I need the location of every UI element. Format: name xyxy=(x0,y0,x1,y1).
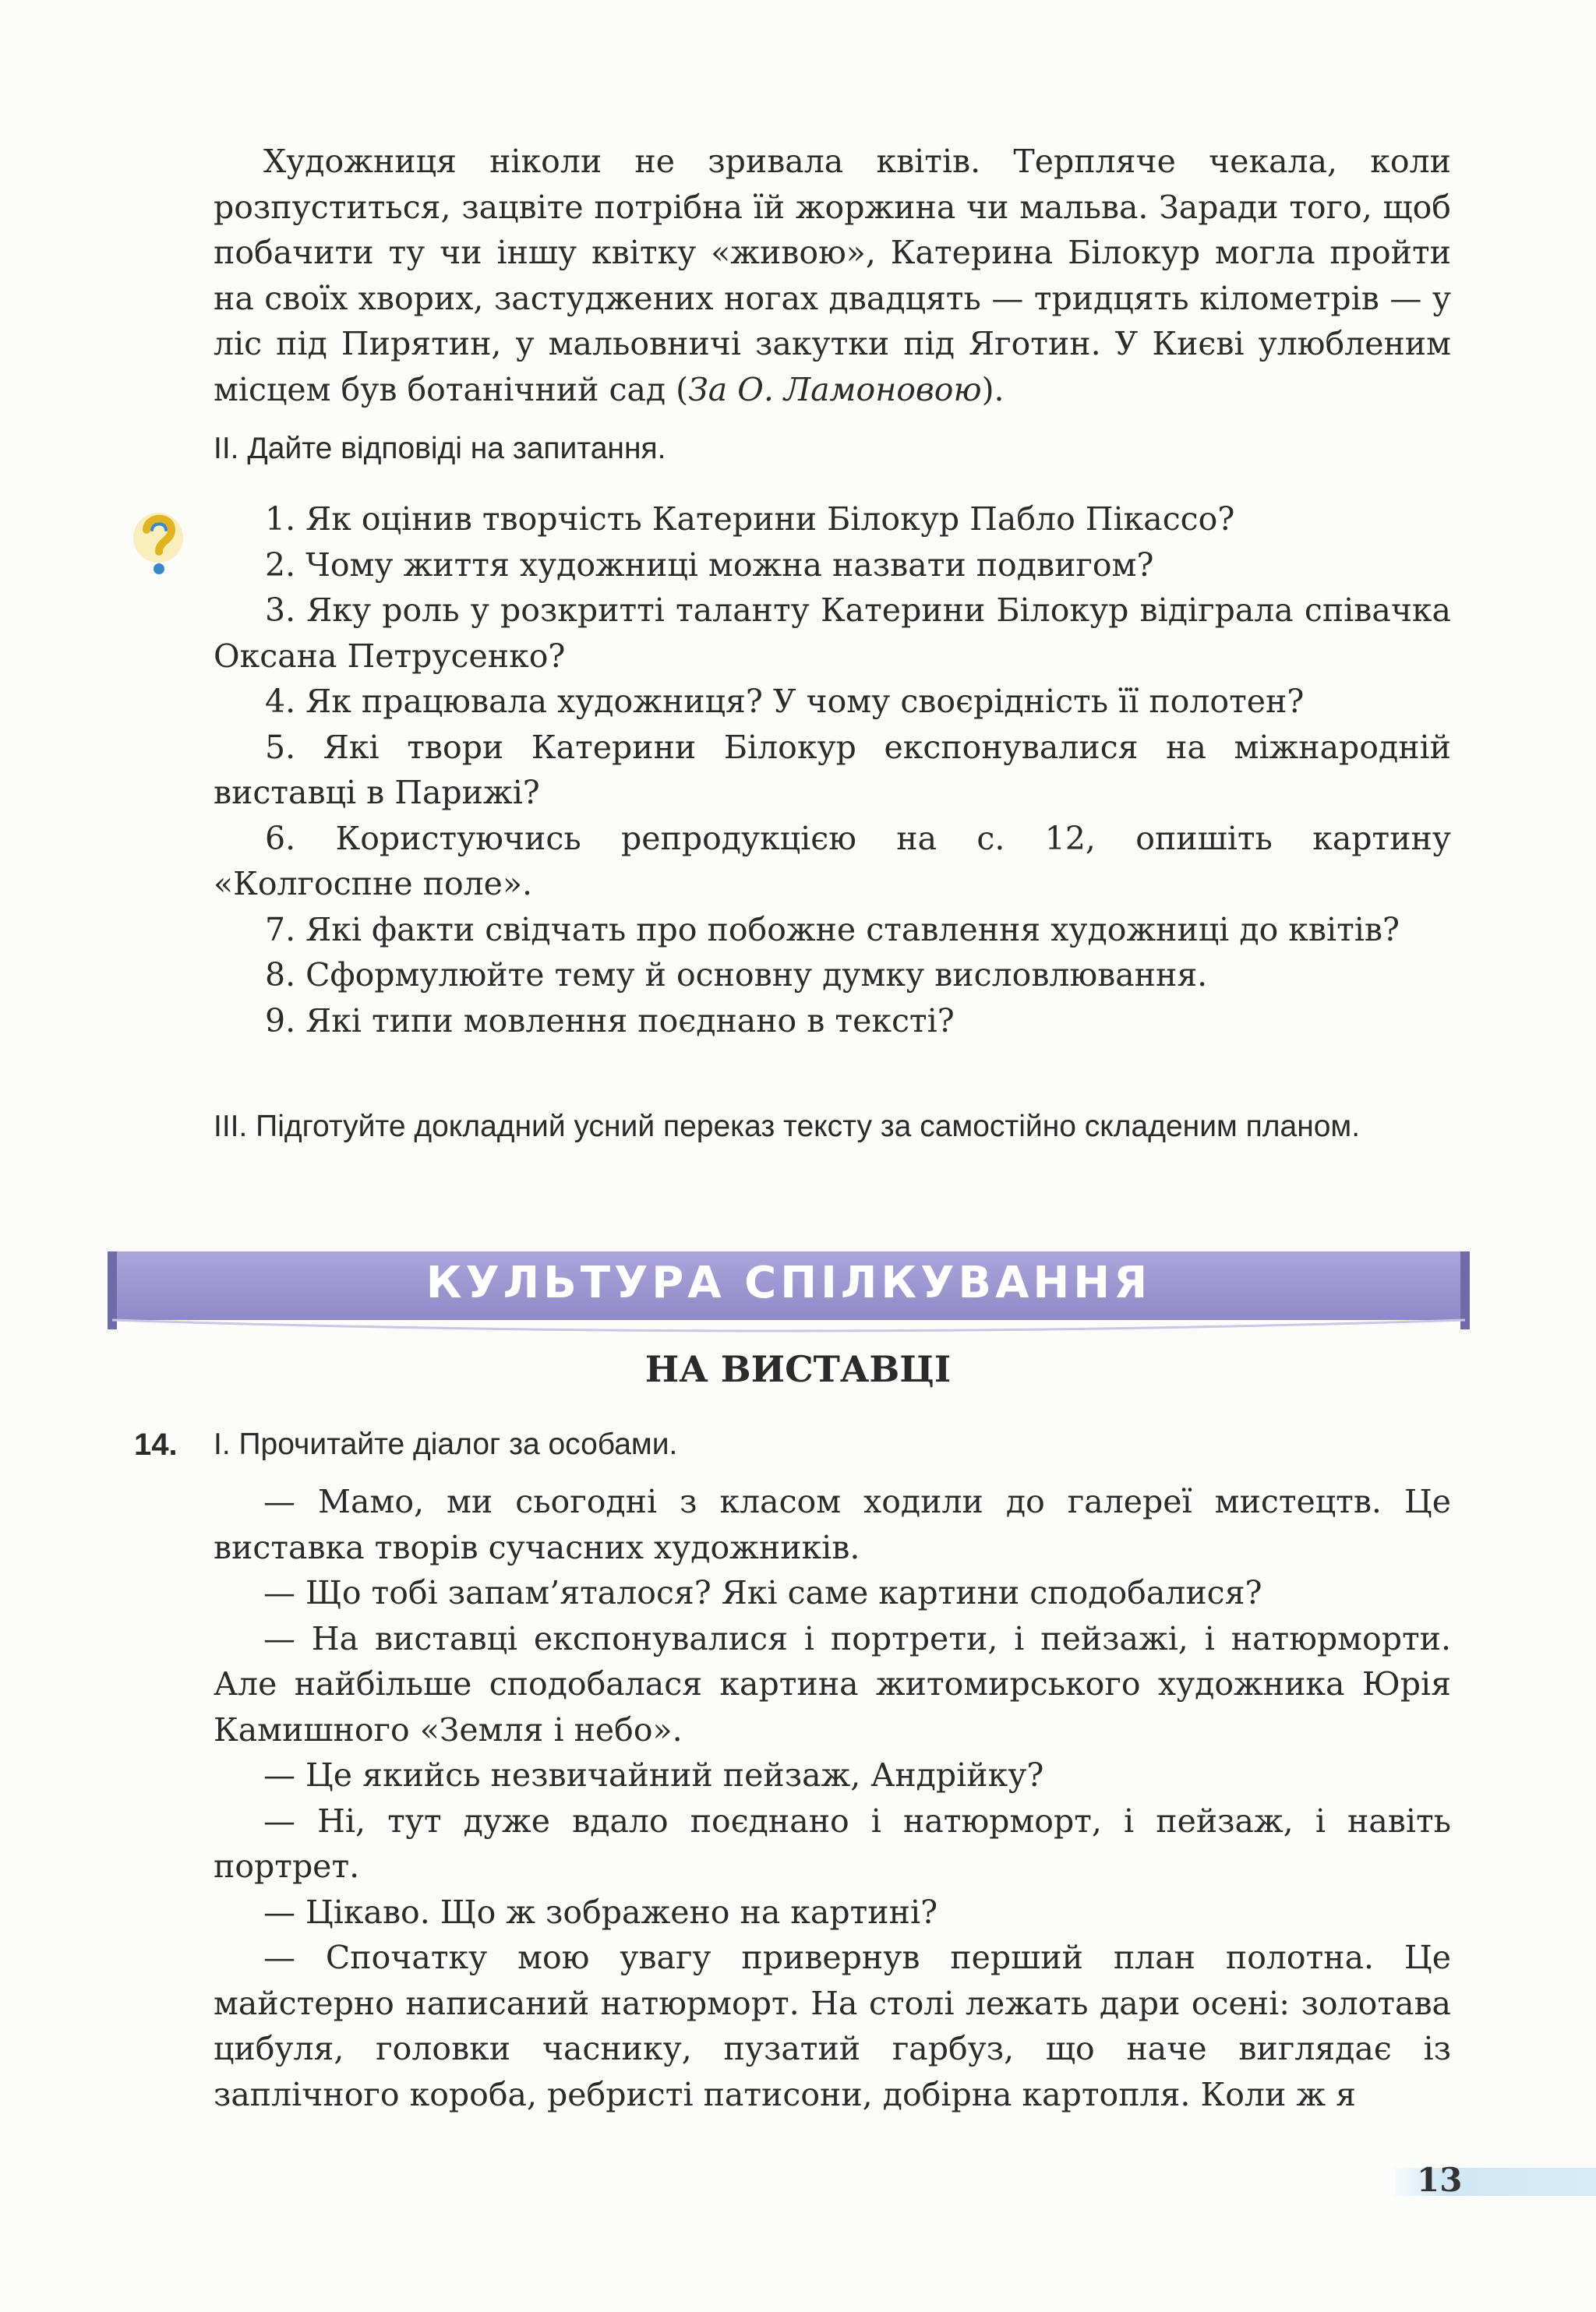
dialog-line: — Що тобі запам’яталося? Які саме картини сподобалися? xyxy=(263,1574,1262,1611)
dialog-line: — Спочатку мою увагу привернув перший план полотна. Це майстерно написаний натюрморт. На столі лежать дари осені: золотава цибуля, головки часнику, пузатий гарбуз, що наче виглядає із заплічного короба, ребристі патисони, добірна картопля. Коли ж я xyxy=(214,1939,1451,2113)
question-item: 2. Чому життя художниці можна назвати подвигом? xyxy=(265,545,1154,584)
question-item: 1. Як оцінив творчість Катерини Білокур Пабло Пікассо? xyxy=(265,500,1235,538)
task-3-instruction xyxy=(214,1107,1451,1147)
dialog-line: — На виставці експонувалися і портрети, і пейзажі, і натюрморти. Але найбільше сподобалася картина житомирського художника Юрія Камишного «Земля і небо». xyxy=(214,1619,1451,1749)
dialog-line: — Ні, тут дуже вдало поєднано і натюрморт, і пейзаж, і навіть портрет. xyxy=(214,1802,1451,1885)
paragraph-text: Художниця ніколи не зривала квітів. Терпляче чекала, коли розпуститься, зацвіте потрібна їй жоржина чи мальва. Заради того, щоб побачити ту чи іншу квітку «живою», Катерина Білокур могла пройти на своїх хворих, застуджених ногах двадцять — тридцять кілометрів — у ліс під Пирятин, у мальовничі закутки під Яготин. У Києві улюбленим місцем був ботанічний сад ( xyxy=(214,143,1451,408)
paragraph-source: За О. Ламоновою xyxy=(688,370,982,408)
dialog-line: — Це якийсь незвичайний пейзаж, Андрійку? xyxy=(263,1756,1044,1794)
question-item: 7. Які факти свідчать про побожне ставлення художниці до квітів? xyxy=(265,910,1400,948)
banner-title: КУЛЬТУРА СПІЛКУВАННЯ xyxy=(425,1258,1152,1308)
section-heading: НА ВИСТАВЦІ xyxy=(644,1348,952,1390)
question-item: 3. Яку роль у розкритті таланту Катерини Білокур відіграла співачка Оксана Петрусенко? xyxy=(214,591,1451,675)
question-item: 5. Які твори Катерини Білокур експонувалися на міжнародній виставці в Парижі? xyxy=(214,728,1451,811)
exercise-instruction xyxy=(214,1424,1451,1465)
page-number: 13 xyxy=(1417,2161,1463,2199)
questions-list xyxy=(214,496,1451,1043)
dialog-line: — Мамо, ми сьогодні з класом ходили до галереї мистецтв. Це виставка творів сучасних художників. xyxy=(214,1483,1451,1566)
question-item: 4. Як працювала художниця? У чому своєрідність її полотен? xyxy=(265,683,1305,720)
paragraph-end: ). xyxy=(981,370,1005,408)
exercise-number: 14. xyxy=(134,1428,178,1462)
question-mark-icon xyxy=(131,507,185,584)
task-2-instruction xyxy=(214,429,1451,469)
question-item: 6. Користуючись репродукцією на с. 12, опишіть картину «Колгоспне поле». xyxy=(214,819,1451,902)
question-item: 9. Які типи мовлення поєднано в тексті? xyxy=(265,1001,955,1040)
task-2-text: II. Дайте відповіді на запитання. xyxy=(214,432,666,465)
dialog-line: — Цікаво. Що ж зображено на картині? xyxy=(263,1893,938,1931)
question-item: 8. Сформулюйте тему й основну думку висловлювання. xyxy=(265,956,1208,994)
intro-paragraph xyxy=(214,139,1451,412)
exercise-instruction-text: I. Прочитайте діалог за особами. xyxy=(214,1428,678,1461)
task-3-text: III. Підготуйте докладний усний переказ тексту за самостійно складеним планом. xyxy=(214,1110,1361,1143)
dialog xyxy=(214,1479,1451,2117)
